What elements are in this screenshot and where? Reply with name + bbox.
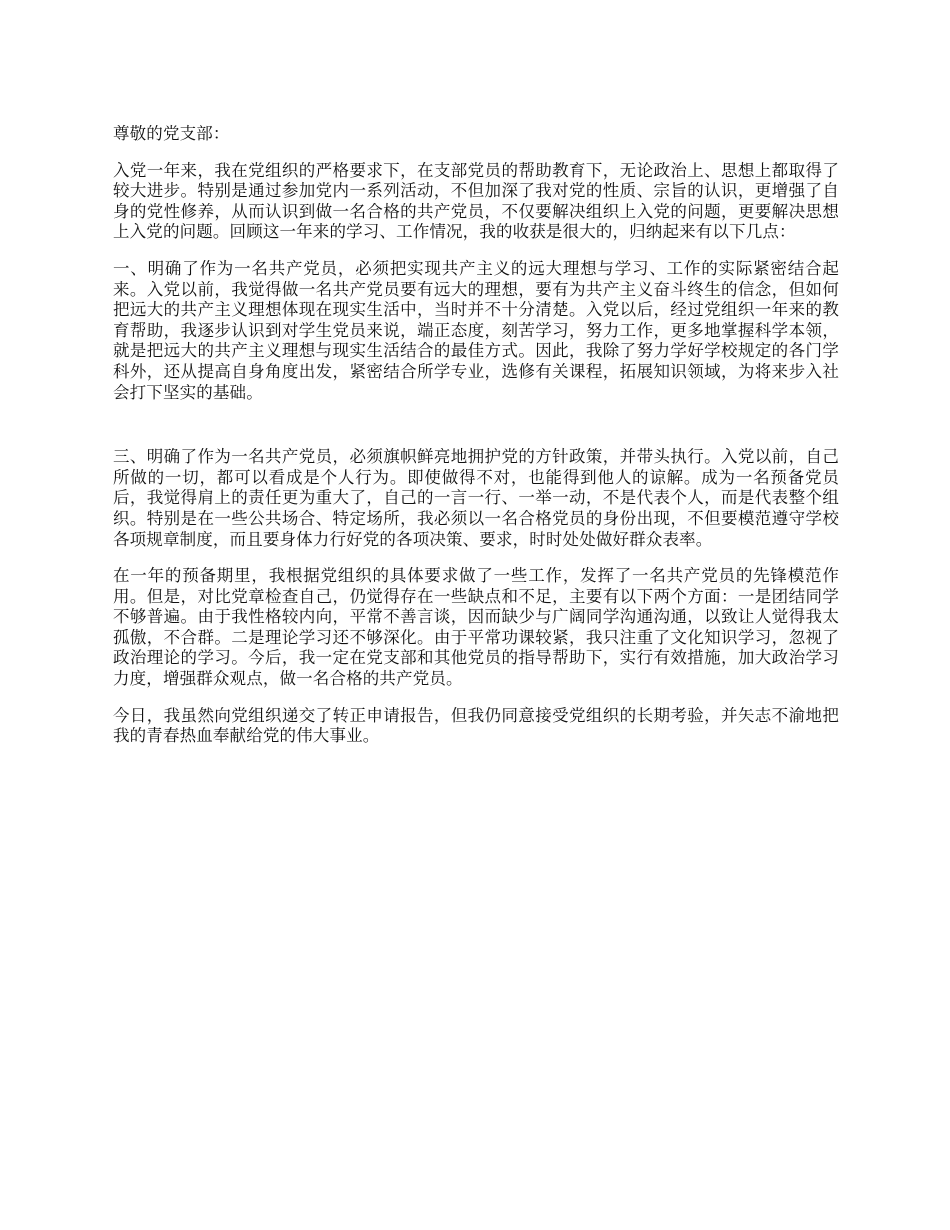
document-page [113, 124, 839, 763]
paragraph-point-three: 三、明确了作为一名共产党员，必须旗帜鲜亮地拥护党的方针政策，并带头执行。入党以前，自己所做的一切，都可以看成是个人行为。即使做得不对，也能得到他人的谅解。成为一名预备党员后，我觉得肩上的责任更为重大了，自己的一言一行、一举一动，不是代表个人，而是代表整个组织。特别是在一些公共场合、特定场所，我必须以一名合格党员的身份出现，不但要模范遵守学校各项规章制度，而且要身体力行好党的各项决策、要求，时时处处做好群众表率。 [113, 447, 839, 549]
paragraph-point-one: 一、明确了作为一名共产党员，必须把实现共产主义的远大理想与学习、工作的实际紧密结合起来。入党以前，我觉得做一名共产党员要有远大的理想，要有为共产主义奋斗终生的信念，但如何把远大的共产主义理想体现在现实生活中，当时并不十分清楚。入党以后，经过党组织一年来的教育帮助，我逐步认识到对学生党员来说，端正态度，刻苦学习，努力工作，更多地掌握科学本领，就是把远大的共产主义理想与现实生活结合的最佳方式。因此，我除了努力学好学校规定的各门学科外，还从提高自身角度出发，紧密结合所学专业，选修有关课程，拓展知识领域，为将来步入社会打下坚实的基础。 [113, 258, 839, 402]
salutation: 尊敬的党支部： [113, 124, 230, 143]
section-gap [113, 419, 839, 447]
paragraph-self-review: 在一年的预备期里，我根据党组织的具体要求做了一些工作，发挥了一名共产党员的先锋模范作用。但是，对比党章检查自己，仍觉得存在一些缺点和不足，主要有以下两个方面：一是团结同学不够普遍。由于我性格较内向，平常不善言谈，因而缺少与广阔同学沟通沟通，以致让人觉得我太孤傲，不合群。二是理论学习还不够深化。由于平常功课较紧，我只注重了文化知识学习，忽视了政治理论的学习。今后，我一定在党支部和其他党员的指导帮助下，实行有效措施，加大政治学习力度，增强群众观点，做一名合格的共产党员。 [113, 566, 839, 689]
paragraph-closing: 今日，我虽然向党组织递交了转正申请报告，但我仍同意接受党组织的长期考验，并矢志不渝地把我的青春热血奉献给党的伟大事业。 [113, 705, 839, 746]
paragraph-intro: 入党一年来，我在党组织的严格要求下，在支部党员的帮助教育下，无论政治上、思想上都取得了较大进步。特别是通过参加党内一系列活动，不但加深了我对党的性质、宗旨的认识，更增强了自身的党性修养，从而认识到做一名合格的共产党员，不仅要解决组织上入党的问题，更要解决思想上入党的问题。回顾这一年来的学习、工作情况，我的收获是很大的，归纳起来有以下几点： [113, 160, 839, 242]
